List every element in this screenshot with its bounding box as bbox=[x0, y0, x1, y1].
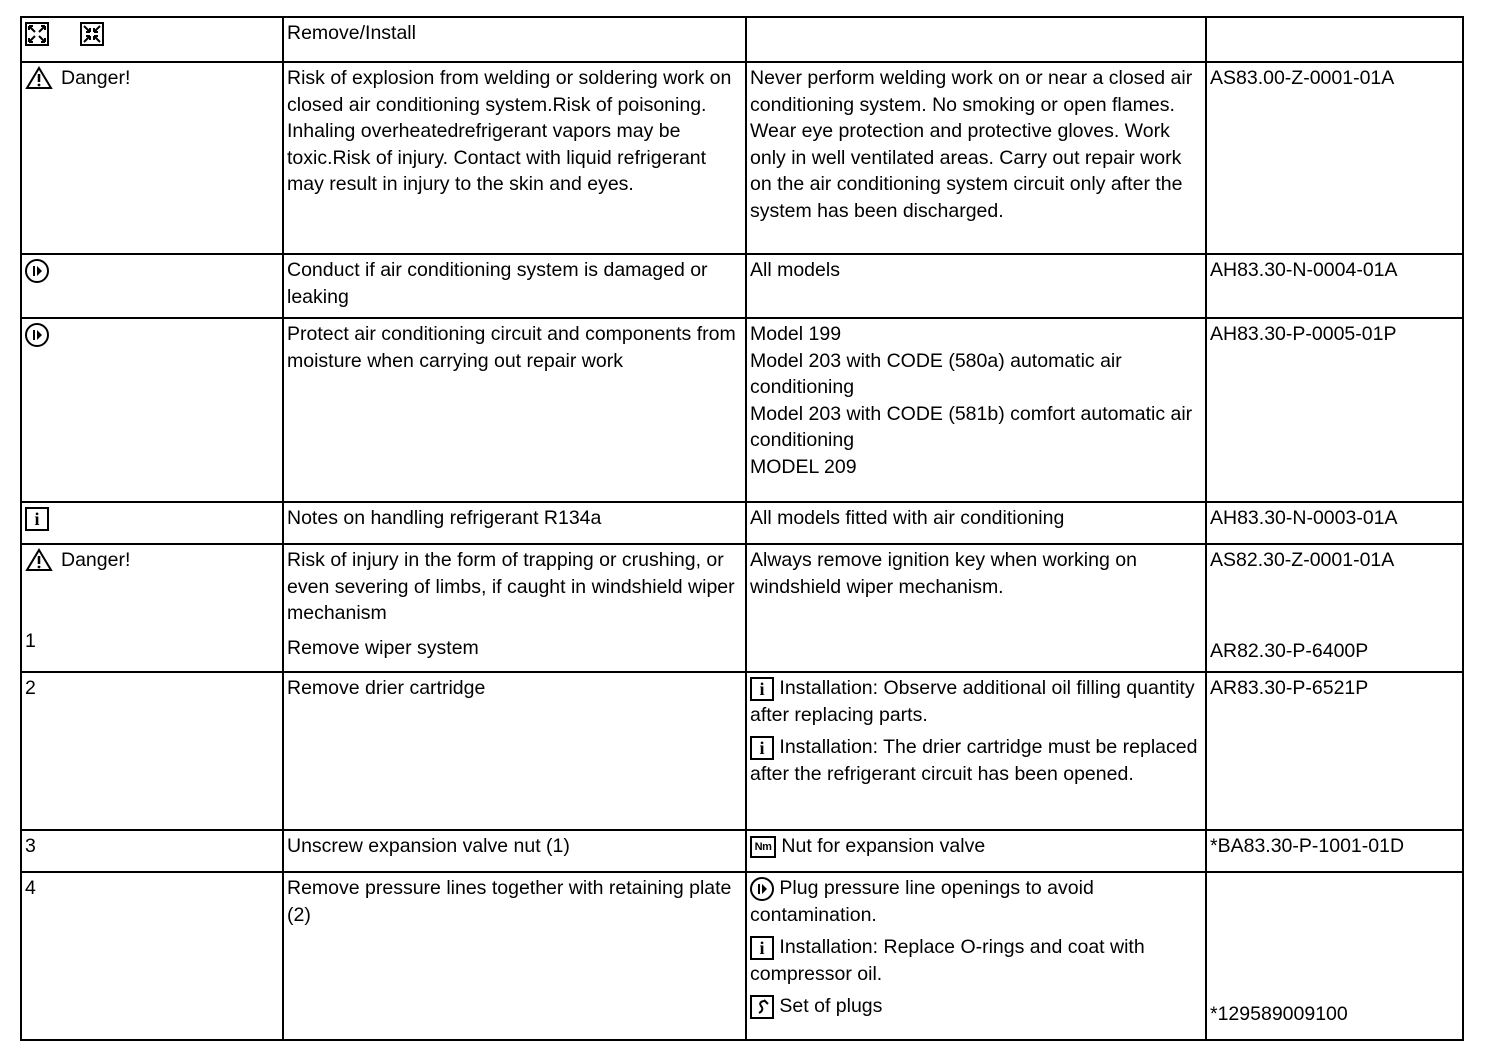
table-row bbox=[21, 62, 1463, 254]
document-reference[interactable]: *BA83.30-P-1001-01D bbox=[1206, 830, 1463, 872]
info-icon: i bbox=[750, 736, 774, 760]
note-models: All models bbox=[746, 254, 1206, 318]
special-tool-icon bbox=[750, 995, 774, 1019]
note-item bbox=[750, 875, 1202, 928]
danger-measures: Never perform welding work on or near a closed air conditioning system. No smoking or open flames. Wear eye protection and protective gloves. Work only in well ventilated areas. Carry out repair work on the air conditioning system circuit only after the system has been discharged. bbox=[746, 62, 1206, 254]
danger-label: Danger! bbox=[61, 549, 131, 571]
step-number: 4 bbox=[21, 872, 283, 1040]
document-reference[interactable]: AR83.30-P-6521P bbox=[1206, 672, 1463, 830]
nm-torque-icon: Nm bbox=[750, 836, 776, 858]
info-models: All models fitted with air conditioning bbox=[746, 502, 1206, 544]
step-number: 1 bbox=[25, 629, 36, 652]
info-text: Notes on handling refrigerant R134a bbox=[283, 502, 746, 544]
danger-text: Risk of injury in the form of trapping or crushing, or even severing of limbs, if caught in windshield wiper mechanism bbox=[287, 549, 735, 624]
info-icon: i bbox=[25, 507, 49, 531]
danger-label-group bbox=[25, 65, 279, 92]
note-item bbox=[750, 675, 1202, 728]
step-text: Unscrew expansion valve nut (1) bbox=[283, 830, 746, 872]
table-row bbox=[21, 502, 1463, 544]
table-row bbox=[21, 830, 1463, 872]
document-reference[interactable]: AH83.30-N-0003-01A bbox=[1206, 502, 1463, 544]
step-text: Remove drier cartridge bbox=[283, 672, 746, 830]
table-row bbox=[21, 872, 1463, 1040]
danger-label: Danger! bbox=[61, 67, 131, 89]
note-text: Installation: The drier cartridge must be replaced after the refrigerant circuit has been opened. bbox=[750, 736, 1198, 785]
header-title: Remove/Install bbox=[283, 17, 746, 62]
table-row bbox=[21, 318, 1463, 502]
note-text: Installation: Observe additional oil filling quantity after replacing parts. bbox=[750, 677, 1195, 726]
expand-arrows-icon[interactable] bbox=[25, 22, 49, 46]
header-empty-cell bbox=[1206, 17, 1463, 62]
table-row bbox=[21, 254, 1463, 318]
document-reference[interactable]: AR82.30-P-6400P bbox=[1210, 639, 1369, 662]
warning-triangle-icon bbox=[25, 66, 53, 90]
model-line: Model 203 with CODE (580a) automatic air conditioning bbox=[750, 349, 1122, 398]
note-text: Conduct if air conditioning system is damaged or leaking bbox=[283, 254, 746, 318]
model-line: Model 199 bbox=[750, 323, 842, 345]
note-text: Installation: Replace O-rings and coat with compressor oil. bbox=[750, 936, 1145, 985]
note-item bbox=[750, 734, 1202, 787]
table-row bbox=[21, 544, 1463, 672]
step-number: 2 bbox=[21, 672, 283, 830]
arrow-circle-note-icon bbox=[750, 877, 774, 901]
danger-text: Risk of explosion from welding or soldering work on closed air conditioning system.Risk of poisoning. Inhaling overheatedrefrigerant vapors may be toxic.Risk of injury. Contact with liquid refrigerant may result in injury to the skin and eyes. bbox=[283, 62, 746, 254]
model-line: MODEL 209 bbox=[750, 455, 857, 478]
danger-label-group bbox=[25, 547, 279, 574]
table-row bbox=[21, 17, 1463, 62]
arrow-circle-note-icon bbox=[25, 323, 49, 347]
note-text: Set of plugs bbox=[779, 995, 883, 1017]
table-row bbox=[21, 672, 1463, 830]
model-line: Model 203 with CODE (581b) comfort automatic air conditioning bbox=[750, 402, 1193, 451]
document-reference[interactable]: AS83.00-Z-0001-01A bbox=[1206, 62, 1463, 254]
step-text: Remove pressure lines together with retaining plate (2) bbox=[283, 872, 746, 1040]
torque-text: Nut for expansion valve bbox=[781, 835, 986, 857]
document-reference[interactable]: AH83.30-P-0005-01P bbox=[1206, 318, 1463, 502]
document-reference[interactable]: AS82.30-Z-0001-01A bbox=[1210, 549, 1395, 571]
note-text: Plug pressure line openings to avoid contamination. bbox=[750, 877, 1094, 926]
collapse-arrows-icon[interactable] bbox=[80, 22, 104, 46]
arrow-circle-note-icon bbox=[25, 259, 49, 283]
note-item bbox=[750, 934, 1202, 987]
info-icon: i bbox=[750, 677, 774, 701]
warning-triangle-icon bbox=[25, 548, 53, 572]
header-empty-cell bbox=[746, 17, 1206, 62]
part-number[interactable]: *129589009100 bbox=[1206, 872, 1463, 1040]
info-icon: i bbox=[750, 936, 774, 960]
step-number: 3 bbox=[21, 830, 283, 872]
repair-procedure-table bbox=[20, 16, 1464, 1041]
note-text: Protect air conditioning circuit and components from moisture when carrying out repair work bbox=[283, 318, 746, 502]
danger-measures: Always remove ignition key when working on windshield wiper mechanism. bbox=[746, 544, 1206, 672]
note-item bbox=[750, 993, 1202, 1020]
header-icons-cell bbox=[21, 17, 283, 62]
document-reference[interactable]: AH83.30-N-0004-01A bbox=[1206, 254, 1463, 318]
step-text: Remove wiper system bbox=[287, 636, 479, 659]
